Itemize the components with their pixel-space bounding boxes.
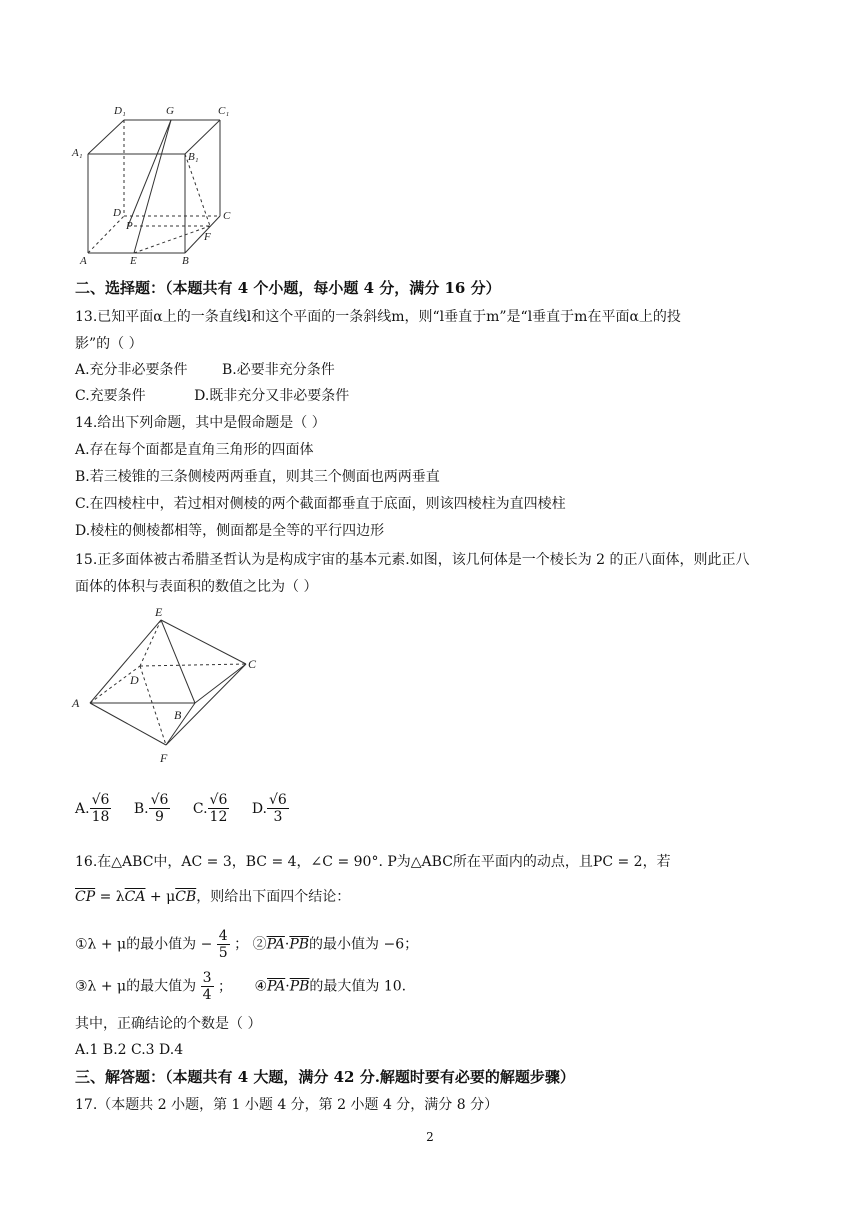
q15-choice-d — [252, 792, 289, 825]
c3-pre: ③λ + μ的最大值为 — [75, 978, 197, 995]
q15-choice-a-label: A. — [75, 800, 90, 817]
vector-PB: $\overline{PB}$ — [289, 936, 310, 953]
octa-label-D: D — [130, 673, 139, 687]
q15-stem-2: 面体的体积与表面积的数值之比为（ ） — [75, 579, 318, 595]
cube-label-D1: D₁ — [114, 105, 126, 117]
section-3-title: 三、解答题：（本题共有 4 大题，满分 42 分.解题时要有必要的解题步骤） — [75, 1068, 575, 1086]
c3-frac — [201, 970, 214, 1003]
text-segment: + μ — [145, 889, 176, 905]
q14-option-a: A.存在每个面都是直角三角形的四面体 — [75, 442, 314, 458]
q13-options-row-2 — [75, 387, 349, 405]
q16-ask: 其中，正确结论的个数是（ ） — [75, 1016, 262, 1032]
dot: · — [284, 936, 290, 953]
q15-stem-1: 15.正多面体被古希腊圣哲认为是构成宇宙的基本元素.如图，该几何体是一个棱长为 2 的正八面体，则此正八 — [75, 552, 750, 568]
vector-CP: $\overline{CP}$ — [75, 889, 96, 905]
cube-label-B: B — [182, 255, 189, 267]
octa-label-A: A — [72, 696, 80, 710]
vector-PA: $\overline{PA}$ — [266, 936, 285, 953]
vector-CB: $\overline{CB}$ — [175, 889, 197, 905]
q15-choice-d-label: D. — [251, 800, 268, 817]
q13-stem-1: 13.已知平面α上的一条直线l和这个平面的一条斜线m，则“l垂直于m”是“l垂直于m在平面α上的投 — [75, 309, 681, 325]
frac-den: 5 — [218, 945, 228, 961]
q13-stem-2: 影”的（ ） — [75, 336, 143, 352]
q14-option-d: D.棱柱的侧棱都相等，侧面都是全等的平行四边形 — [75, 523, 385, 539]
c4-post: 的最大值为 10. — [309, 978, 407, 995]
q15-choice-a — [75, 792, 111, 825]
q14-option-b: B.若三棱锥的三条侧棱两两垂直，则其三个侧面也两两垂直 — [75, 469, 440, 485]
frac-num: √6 — [209, 792, 228, 808]
q15-choices — [75, 792, 307, 825]
c3-post: ； — [217, 978, 232, 995]
vector-PB: $\overline{PB}$ — [289, 978, 310, 995]
q13-option-a: A.充分非必要条件 — [75, 362, 188, 378]
octa-label-B: B — [174, 708, 182, 722]
q15-choice-b — [134, 792, 171, 825]
q17-stem: 17.（本题共 2 小题，第 1 小题 4 分，第 2 小题 4 分，满分 8 分） — [75, 1097, 499, 1113]
q16-choices: A.1 B.2 C.3 D.4 — [75, 1042, 184, 1058]
cube-label-D: D — [113, 207, 121, 219]
q14-stem: 14.给出下列命题，其中是假命题是（ ） — [75, 415, 326, 431]
cube-label-F: F — [204, 231, 211, 243]
frac-num: 4 — [218, 928, 228, 944]
q15-choice-a-frac — [90, 792, 112, 825]
cube-label-C1: C₁ — [218, 105, 230, 117]
frac-den: 3 — [273, 809, 283, 825]
q13-option-b: B.必要非充分条件 — [222, 362, 335, 378]
q16-stem-1: 16.在△ABC中，AC = 3，BC = 4，∠C = 90°. P为△ABC所在平面内的动点，且PC = 2，若 — [75, 854, 671, 870]
octahedron-figure — [68, 606, 268, 771]
c2-pre: ② — [252, 936, 267, 953]
frac-num: √6 — [269, 792, 287, 808]
page-number: 2 — [426, 1130, 434, 1144]
q15-choice-c — [193, 792, 230, 825]
octa-label-C: C — [248, 657, 257, 671]
cube-figure — [70, 98, 240, 268]
section-2-title: 二、选择题：（本题共有 4 个小题，每小题 4 分，满分 16 分） — [75, 279, 501, 297]
vector-CA: $\overline{CA}$ — [124, 889, 146, 905]
q15-choice-c-frac — [208, 792, 230, 825]
c4-pre: ④ — [254, 978, 267, 995]
cube-label-P: P — [126, 220, 133, 232]
c1-post: ； — [234, 936, 249, 953]
cube-label-C: C — [223, 210, 231, 222]
c1-frac — [217, 928, 230, 961]
cube-label-E: E — [130, 255, 137, 267]
q15-choice-b-label: B. — [133, 800, 149, 817]
frac-num: √6 — [150, 792, 169, 808]
cube-label-B1: B₁ — [188, 151, 199, 163]
q15-choice-c-label: C. — [192, 800, 208, 817]
q16-stem-2 — [75, 888, 350, 906]
frac-num: √6 — [91, 792, 110, 808]
q16-conclusions-3-4 — [75, 970, 406, 1003]
text-segment: ，则给出下面四个结论： — [196, 889, 351, 905]
frac-den: 4 — [202, 987, 212, 1003]
frac-den: 9 — [155, 809, 164, 825]
cube-label-A: A — [80, 255, 87, 267]
octa-label-F: F — [160, 751, 168, 765]
octa-label-E: E — [155, 606, 163, 619]
frac-den: 12 — [209, 809, 228, 825]
q15-choice-d-frac — [267, 792, 289, 825]
q13-option-c: C.充要条件 — [75, 388, 146, 404]
q13-options-row-1 — [75, 361, 335, 379]
c2-post: 的最小值为 −6； — [309, 936, 419, 953]
q13-option-d: D.既非充分又非必要条件 — [194, 388, 350, 404]
dot: · — [285, 978, 290, 995]
cube-label-G: G — [166, 105, 174, 117]
q14-option-c: C.在四棱柱中，若过相对侧棱的两个截面都垂直于底面，则该四棱柱为直四棱柱 — [75, 496, 566, 512]
q16-conclusions-1-2 — [75, 928, 418, 961]
frac-num: 3 — [202, 970, 212, 986]
text-segment: = λ — [95, 889, 125, 905]
c1-pre: ①λ + μ的最小值为 − — [75, 936, 213, 953]
cube-label-A1: A₁ — [72, 147, 83, 159]
q15-choice-b-frac — [149, 792, 171, 825]
vector-PA: $\overline{PA}$ — [267, 978, 286, 995]
frac-den: 18 — [91, 809, 110, 825]
